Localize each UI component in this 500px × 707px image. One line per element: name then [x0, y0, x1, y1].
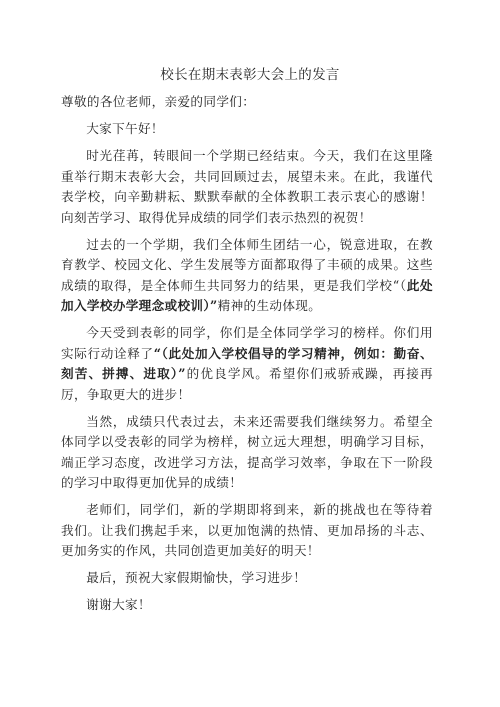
paragraph-future-effort: 当然，成绩只代表过去，未来还需要我们继续努力。希望全体同学以受表彰的同学为榜样，树立远大理想，明确学习目标，端正学习态度，改进学习方法，提高学习效率，争取在下一阶段的学习中取得更加优异的成绩！ [61, 413, 433, 490]
closing-line: 谢谢大家！ [86, 597, 151, 612]
salutation-line: 尊敬的各位老师，亲爱的同学们： [61, 94, 256, 109]
document-body [61, 92, 433, 622]
paragraph-achievements [61, 235, 433, 317]
greeting-line: 大家下午好！ [86, 121, 164, 136]
paragraph-honorees [61, 323, 433, 405]
paragraph-achievements-bold: 此处加入学校办学理念或校训）” [61, 277, 433, 313]
paragraph-honorees-text: 今天受到表彰的同学，你们是全体同学学习的榜样。你们用实际行动诠释了 [61, 325, 433, 361]
paragraph-honorees-bold: “（此处加入学校倡导的学习精神，例如：勤奋、刻苦、拼搏、进取）” [61, 345, 433, 381]
paragraph-wishes: 最后，预祝大家假期愉快，学习进步！ [86, 570, 307, 585]
paragraph-opening: 时光荏苒，转眼间一个学期已经结束。今天，我们在这里隆重举行期末表彰大会，共同回顾过去，展望未来。在此，我谨代表学校，向辛勤耕耘、默默奉献的全体教职工表示衷心的感谢！向刻苦学习、取得优异成绩的同学们表示热烈的祝贺！ [61, 148, 433, 225]
paragraph-new-semester: 老师们，同学们，新的学期即将到来，新的挑战也在等待着我们。让我们携起手来，以更加饱满的热情、更加昂扬的斗志、更加务实的作风，共同创造更加美好的明天！ [61, 502, 433, 558]
paragraph-achievements-end: 精神的生动体现。 [217, 298, 322, 313]
paragraph-achievements-text: 过去的一个学期，我们全体师生团结一心，锐意进取，在教育教学、校园文化、学生发展等方面都取得了丰硕的成果。这些成绩的取得，是全体师生共同努力的结果，更是我们学校“（ [61, 236, 433, 293]
page-title: 校长在期末表彰大会上的发言 [160, 67, 340, 83]
paragraph-honorees-end: 的优良学风。希望你们戒骄戒躁，再接再厉，争取更大的进步！ [61, 366, 433, 402]
